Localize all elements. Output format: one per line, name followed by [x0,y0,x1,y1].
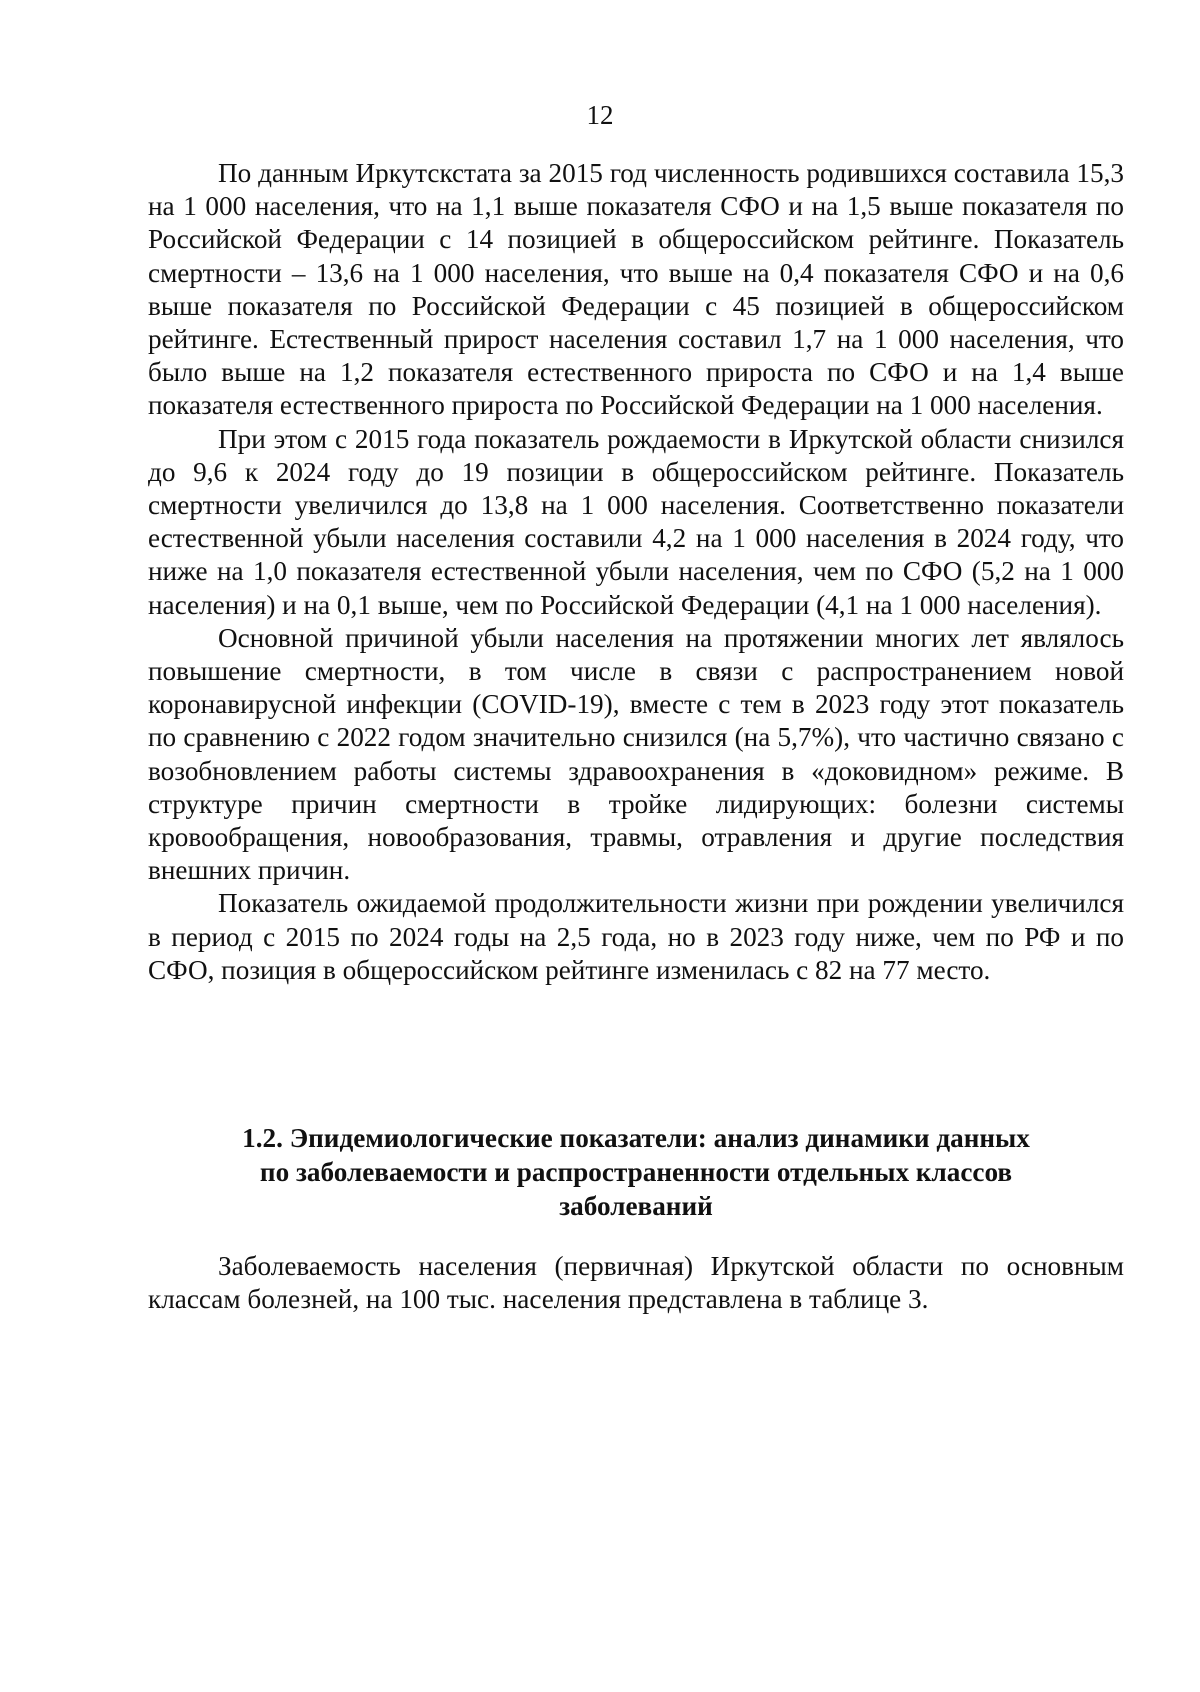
section-heading-line-2: по заболеваемости и распространенности отдельных классов [259,1157,1013,1187]
paragraph-mortality-causes: Основной причиной убыли населения на протяжении многих лет являлось повышение смертности, в том числе в связи с распространением новой коронавирусной инфекции (COVID-19), вместе с тем в 2023 году этот показатель по сравнению с 2022 годом значительно снизился (на 5,7%), что частично связано с возобновлением работы системы здравоохранения в «доковидном» режиме. В структуре причин смертности в тройке лидирующих: болезни системы кровообращения, новообразования, травмы, отравления и другие последствия внешних причин. [148,622,1124,886]
paragraph-life-expectancy: Показатель ожидаемой продолжительности жизни при рождении увеличился в период с 2015 по 2024 годы на 2,5 года, но в 2023 году ниже, чем по РФ и по СФО, позиция в общероссийском рейтинге изменилась с 82 на 77 место. [148,888,1124,985]
section-heading-line-3: заболеваний [559,1191,713,1221]
body-text [148,157,1124,987]
section-heading [148,1121,1124,1223]
paragraph-birth-rate-2015: По данным Иркутскстата за 2015 год численность родившихся составила 15,3 на 1 000 населения, что на 1,1 выше показателя СФО и на 1,5 выше показателя по Российской Федерации с 14 позицией в общероссийском рейтинге. Показатель смертности – 13,6 на 1 000 населения, что выше на 0,4 показателя СФО и на 0,6 выше показателя по Российской Федерации с 45 позицией в общероссийском рейтинге. Естественный прирост населения составил 1,7 на 1 000 населения, что было выше на 1,2 показателя естественного прироста по СФО и на 1,4 выше показателя естественного прироста по Российской Федерации на 1 000 населения. [148,158,1124,421]
page-number: 12 [586,100,614,130]
section-heading-line-1: 1.2. Эпидемиологические показатели: анализ динамики данных [242,1123,1030,1153]
paragraph-birth-rate-2024: При этом с 2015 года показатель рождаемости в Иркутской области снизился до 9,6 к 2024 году до 19 позиции в общероссийском рейтинге. Показатель смертности увеличился до 13,8 на 1 000 населения. Соответственно показатели естественной убыли населения составили 4,2 на 1 000 населения в 2024 году, что ниже на 1,0 показателя естественной убыли населения, чем по СФО (5,2 на 1 000 населения) и на 0,1 выше, чем по Российской Федерации (4,1 на 1 000 населения). [148,423,1124,620]
intro-text [148,1250,1124,1316]
paragraph-table-intro: Заболеваемость населения (первичная) Иркутской области по основным классам болезней, на 100 тыс. населения представлена в таблице 3. [148,1251,1124,1315]
